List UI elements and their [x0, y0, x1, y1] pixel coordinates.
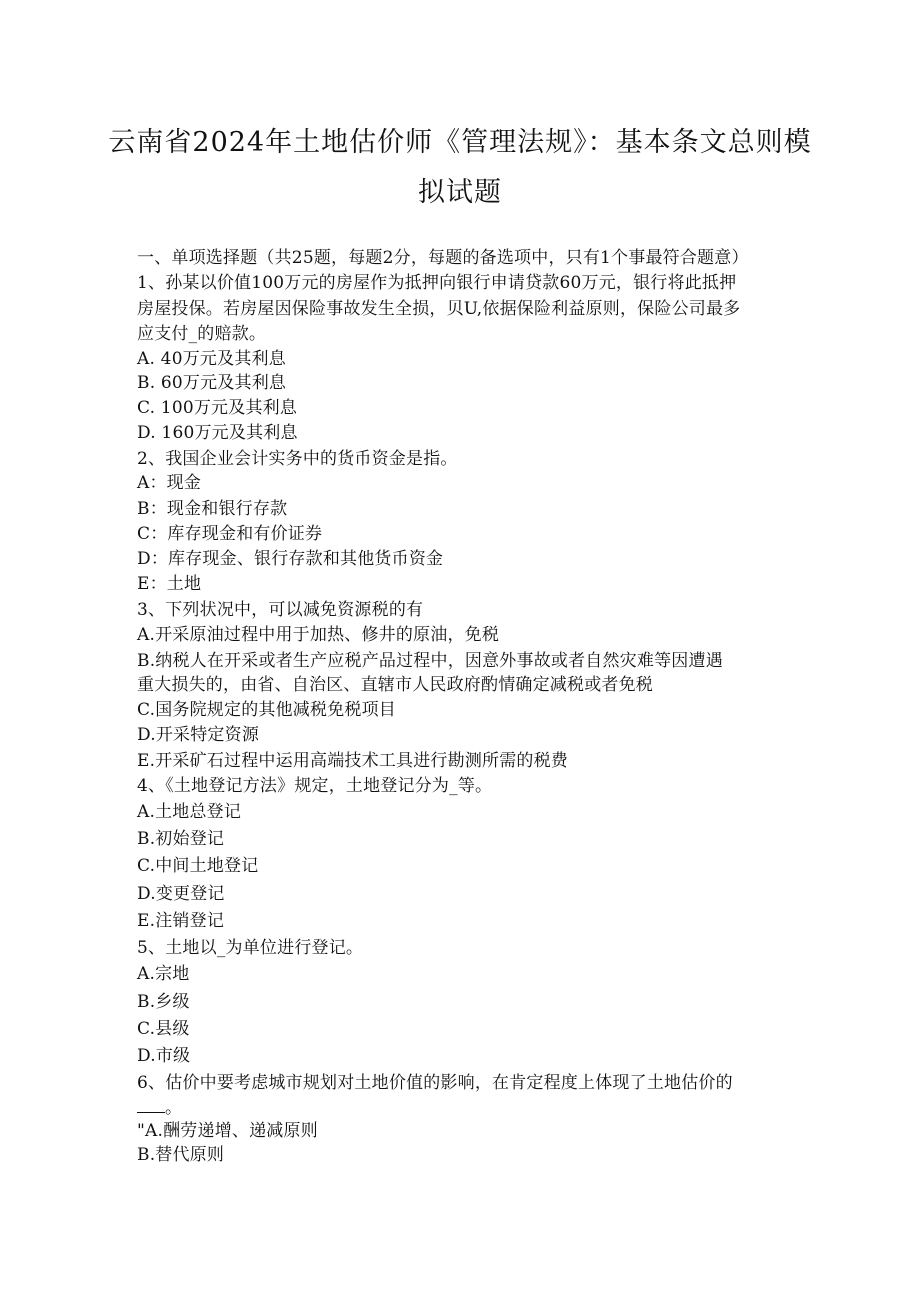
q2-text: 2、我国企业会计实务中的货币资金是指。 — [137, 449, 458, 469]
q3-option-d: D.开采特定资源 — [137, 725, 260, 745]
answer-blank — [137, 1098, 165, 1113]
q5-option-d: D.市级 — [137, 1046, 191, 1066]
q3-option-b-line-1: B.纳税人在开采或者生产应税产品过程中，因意外事故或者自然灾难等因遭遇 — [137, 651, 723, 671]
q4-text: 4、《土地登记方法》规定，土地登记分为_等。 — [137, 776, 493, 796]
q2-option-c: C：库存现金和有价证券 — [137, 524, 323, 544]
q2-option-d: D：库存现金、银行存款和其他货币资金 — [137, 549, 444, 569]
q6-option-a: "A.酬劳递增、递减原则 — [137, 1121, 318, 1141]
section-header: 一、单项选择题（共25题，每题2分，每题的备选项中，只有1个事最符合题意） — [137, 248, 749, 268]
q1-option-c: C. 100万元及其利息 — [137, 398, 298, 418]
q4-option-d: D.变更登记 — [137, 884, 225, 904]
q6-text-line-1: 6、估价中要考虑城市规划对土地价值的影响，在肯定程度上体现了土地估价的 — [137, 1073, 733, 1093]
q3-option-a: A.开采原油过程中用于加热、修井的原油，免税 — [137, 625, 500, 645]
q1-text-line-3: 应支付_的赔款。 — [137, 324, 267, 344]
q2-option-e: E：土地 — [137, 574, 202, 594]
q1-text-line-1: 1、孙某以价值100万元的房屋作为抵押向银行申请贷款60万元，银行将此抵押 — [137, 273, 737, 293]
q4-option-c: C.中间土地登记 — [137, 856, 259, 876]
q4-option-a: A.土地总登记 — [137, 802, 242, 822]
q5-option-c: C.县级 — [137, 1019, 190, 1039]
q6-option-b: B.替代原则 — [137, 1145, 225, 1165]
q6-text-line-2-end: 。 — [165, 1098, 183, 1118]
q3-option-e: E.开采矿石过程中运用高端技术工具进行勘测所需的税费 — [137, 751, 569, 771]
q5-option-b: B.乡级 — [137, 992, 190, 1012]
q1-option-d: D. 160万元及其利息 — [137, 423, 298, 443]
q3-option-b-line-2: 重大损失的，由省、自治区、直辖市人民政府酌情确定减税或者免税 — [137, 675, 653, 695]
q5-option-a: A.宗地 — [137, 964, 190, 984]
document-title-line-2: 拟试题 — [418, 177, 502, 208]
q4-option-b: B.初始登记 — [137, 829, 225, 849]
q1-text-line-2: 房屋投保。若房屋因保险事故发生全损，贝U,依据保险利益原则，保险公司最多 — [137, 299, 741, 319]
q1-option-a: A. 40万元及其利息 — [137, 349, 286, 369]
q3-text: 3、下列状况中，可以减免资源税的有 — [137, 600, 424, 620]
q1-option-b: B. 60万元及其利息 — [137, 373, 287, 393]
q6-text-line-2 — [137, 1097, 182, 1119]
q3-option-c: C.国务院规定的其他减税免税项目 — [137, 700, 397, 720]
q5-text: 5、土地以_为单位进行登记。 — [137, 938, 364, 958]
document-title-line-1: 云南省2024年土地估价师《管理法规》：基本条文总则模 — [108, 127, 812, 158]
q2-option-b: B：现金和银行存款 — [137, 499, 288, 519]
q4-option-e: E.注销登记 — [137, 911, 225, 931]
q2-option-a: A：现金 — [137, 473, 202, 493]
